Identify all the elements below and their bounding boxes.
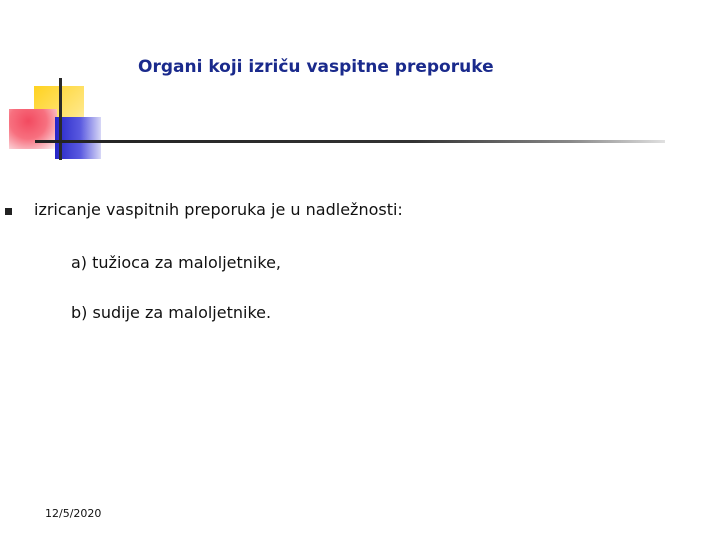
logo-vertical-line (59, 78, 62, 160)
logo-red-square (9, 109, 57, 149)
bullet-text: izricanje vaspitnih preporuka je u nadležnosti: (34, 200, 403, 219)
bullet-square-icon (5, 208, 12, 215)
title-underline (35, 140, 665, 143)
sub-item-a: a) tužioca za maloljetnike, (71, 253, 281, 272)
sub-item-b: b) sudije za maloljetnike. (71, 303, 272, 322)
slide-date: 12/5/2020 (45, 507, 102, 520)
slide-title: Organi koji izriču vaspitne preporuke (138, 57, 494, 77)
